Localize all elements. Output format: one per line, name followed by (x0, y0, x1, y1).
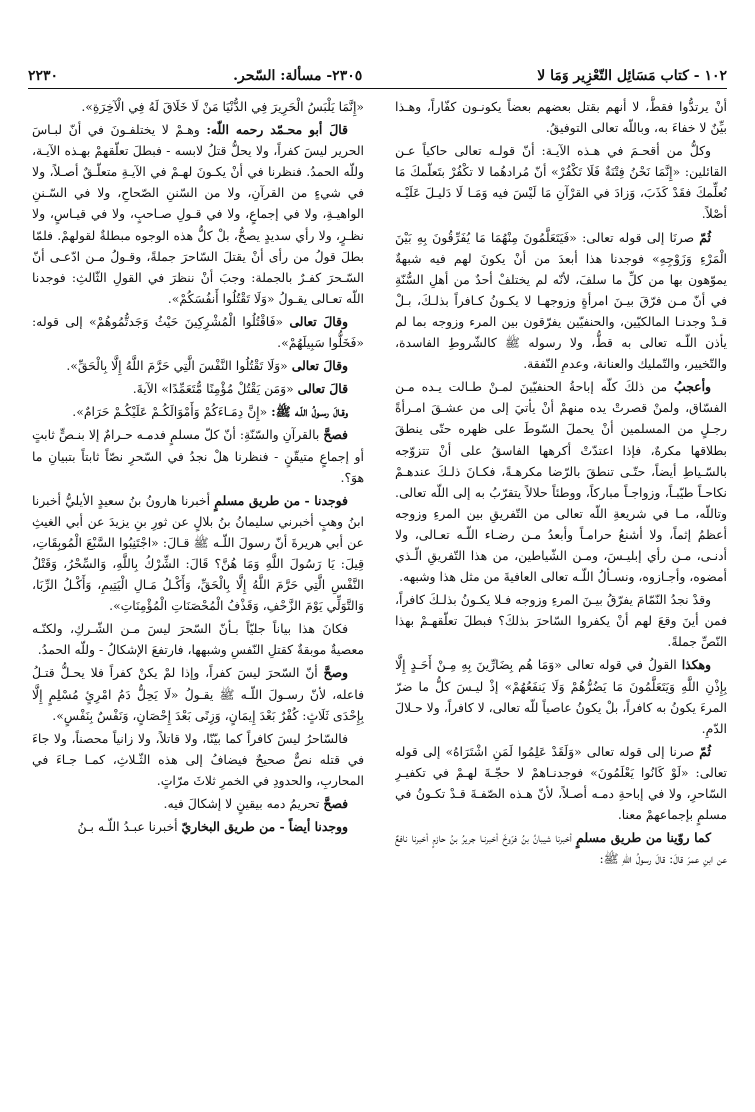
paragraph-lead-bold: وقـالَ رسـولُ اللّـه ﷺ: (271, 404, 348, 420)
paragraph (395, 827, 727, 869)
paragraph-lead-bold: وصحَّ (323, 665, 348, 681)
paragraph (32, 401, 364, 422)
paragraph-text: أخبرنا هارونُ بنُ سعيدٍ الأيليُّ أخبرنا ابنُ وهبٍ أخبرني سليمانُ بنُ بلالٍ عن ثورِ بنِ يزيدَ عن أبي الغيثِ عن أبي هريرةَ أنّ رسولَ اللّـه ﷺ قـالَ: «اجْتَنِبُوا السَّبْعَ الْمُوبِقَاتِ، قِيلَ: يَا رَسُولَ اللَّهِ وَمَا هُنَّ؟ قَالَ: الشِّرْكُ بِاللَّهِ، وَالسِّحْرُ، وَقَتْلُ النَّفْسِ الَّتِي حَرَّمَ اللَّهُ إِلَّا بِالْحَقِّ، وَأَكْـلُ مَـالِ الْيَتِيمِ، وَأَكْـلُ الرِّبَا، وَالتَّوَلِّي يَوْمَ الزَّحْفِ، وَقَذْفُ الْمُحْصَنَاتِ الْمُؤْمِنَاتِ». (32, 492, 364, 614)
paragraph (395, 376, 727, 587)
paragraph (32, 793, 364, 814)
paragraph-text: صرنا إلى قوله تعالى «وَلَقَدْ عَلِمُوا لَمَنِ اشْتَرَاهُ» إلى قوله تعالى: «لَوْ كَانُوا يَعْلَمُونَ» فوجدنـاهمْ لا حجّـةَ لهـمْ في تكفيـرِ السّاحرِ، ولا في إباحةِ دمـه أصـلاً، لأنّ هـذه الصّفـةَ قـدْ تكـونُ في مسلمٍ بإجماعهمْ معنا. (395, 743, 727, 823)
running-head-issue: ٢٣٠٥- مسألة: السّحر. (233, 68, 363, 84)
paragraph (395, 227, 727, 375)
paragraph-text: صرنَا إلى قوله تعالى: «فَيَتَعَلَّمُونَ مِنْهُمَا مَا يُفَرِّقُونَ بِهِ بَيْنَ الْمَرْءِ وَزَوْجِهِ» فوجدنا هذا أبعدَ من أنْ يكونَ لهم فيه شبهةٌ يموّهون بها من كلِّ ما سلفَ، لأنّه لم يختلفْ أحدٌ من أهلِ السُّنّةِ في أنّ مـن فرّقَ بيـنَ امرأةٍ وزوجهـا لا يكـونُ كـافراً بذلـكَ، بـلْ قـدْ وجدنـا المالكيّين، والحنفيّين يفرّقون بين المرء وزوجه بما لم يأذن اللّـه تعالى به قطُّ، ولا رسوله ﷺ كالشّروطِ الفاسدة، والتّخيير، والتّمليك والعنانة، وعدمِ النّفقة. (395, 229, 727, 372)
paragraph-text: أنْ يرتدُّوا فقطُّ، لا أنهم بقتل بعضهم بعضاً يكونـون كفّاراً، وهـذا بيِّنٌ لا خفاءَ به، وباللّه تعالى التوفيقُ. (395, 99, 727, 136)
paragraph-text: أنّ السّحرَ ليسَ كفراً، وإذا لمْ يكنْ كفراً فلا يحـلُّ قتـلُ فاعله، لأنّ رسـولَ اللّـه ﷺ يقـولُ «لَا يَحِلُّ دَمُ امْرِئٍ مُسْلِمٍ إِلَّا بِإِحْدَى ثَلَاثٍ: كُفْرٌ بَعْدَ إِيمَانٍ، وَزِنًى بَعْدَ إِحْصَانٍ، وَنَفْسٌ بِنَفْسٍ». (32, 665, 364, 723)
paragraph (395, 741, 727, 825)
paragraph-lead-bold: وهكذا (681, 657, 711, 673)
paragraph-text: تحريمُ دمه بيقينٍ لا إشكالَ فيه. (163, 796, 320, 811)
running-head-book-title: ١٠٢ - كتاب مَسَائِل التّعْزِير وَمَا لا (537, 68, 727, 84)
paragraph-lead-bold: فوجدنا - من طريق مسلمٍ (214, 492, 348, 508)
paragraph-lead-bold: ووجدنا أيضاً - من طريق البخاريّ (181, 819, 348, 835)
left-text-column (32, 96, 364, 1072)
running-header (28, 60, 727, 84)
paragraph-lead-bold: فصحَّ (323, 796, 348, 811)
paragraph-lead-bold: وقالَ تعالى (291, 358, 348, 374)
paragraph-text: وكلُّ من أقحـمَ في هـذه الآيـة: أنّ قولـه تعالى حاكياً عـن القائلين: «إِنَّمَا نَحْنُ فِتْنَةٌ فَلَا تَكْفُرْ» أنّ مُرادهُما لا تكْفُرْ بتَعلّمكَ مَا نُعلِّمكَ فقَدْ كَذَبَ، وَزادَ في القرْآنِ مَا لَيْسَ فيه وَمَـا لَا دَليـلَ عَلَيْـه أصْلاً. (395, 143, 727, 222)
paragraph-text: من ذلكَ كلّه إباحةُ الحنفيّينَ لمـنْ طـالت يـده مـن الفسّاق، ولمنْ قصرتْ يده منهمْ أنْ يأتيَ إلى من عشـقَ امـرأةً رجـلٍ من المسلمين أنْ يحملَ السّوطَ على ظهره حتّى ينطقَ بطلاقها مكرهٌ، فإذا اعتدّتْ أكرهها الفاسقُ على أنْ تتزوّجه بالسّـياطِ أيضاً، حتّـى تنطقَ بالرّضا مكرهـةً، فكـانَ ذلـكَ عندهـمْ نكاحـاً طيّبـاً، وزواجـاً مباركاً، ووطئاً حلالاً يتقرّبُ به إلى اللّه تعالى. وتاللّه، مـا في شريعةِ اللّه تعالى من التّفريقِ بين المرءِ وزوجه أعظمُ إثماً، ولا أشنعُ حرامـاً وأبعدُ مـن رضـاء اللّـه تعـالى، ولا أدنـى، مـن رأي إبليـسَ، ومـن الشّياطين، من هذا التّفريقِ الّـذي أمضوه، وأجـازوه، ونسـألُ اللّـه تعالى العافيةَ من مثل هذا وشبهه. (395, 379, 727, 585)
paragraph-text: فكانَ هذا بياناً جليّاً بـأنّ السّحرَ ليسَ مـن الشّـركِ، ولكنّـه معصيةٌ موبقةٌ كقتلِ النّفسِ وشبهها، فارتفعَ الإشكالُ - وللّه الحمدُ. (32, 621, 364, 658)
right-text-column (395, 96, 727, 1072)
paragraph (395, 654, 727, 738)
paragraph-text: «وَمَن يَقْتُلْ مُؤْمِنًا مُّتَعَمِّدًا» الآيةَ. (132, 381, 294, 397)
header-rule (28, 88, 727, 89)
paragraph-text: أخبرنا شيبانُ بنُ فرّوخَ أخبرنـا جريرُ بنُ حازمٍ أخبرنا نافعٌ عن ابنِ عمرَ قالَ: قالَ رسولُ اللّهِ ﷺ: (395, 830, 727, 867)
paragraph (32, 424, 364, 487)
paragraph (32, 96, 364, 117)
paragraph-text: أخبرنا عبـدُ اللّـه بـنُ (77, 819, 178, 835)
paragraph-lead-bold: ثُمّ (699, 743, 711, 759)
paragraph-lead-bold: فصحَّ (323, 427, 348, 443)
paragraph (395, 96, 727, 138)
paragraph-lead-bold: وقالَ تعالى (289, 313, 348, 329)
paragraph-lead-bold: ثُمّ (699, 229, 711, 245)
paragraph-text: «وَلَا تَقْتُلُوا النَّفْسَ الَّتِي حَرَّمَ اللَّهُ إِلَّا بِالْحَقِّ». (66, 358, 288, 374)
paragraph (395, 140, 727, 224)
paragraph (395, 589, 727, 652)
paragraph-text: القولُ في قوله تعالى «وَمَا هُم بِضَارِّينَ بِهِ مِـنْ أَحَـدٍ إِلَّا بِإِذْنِ اللَّهِ وَيَتَعَلَّمُونَ مَا يَضُرُّهُمْ وَلَا يَنفَعُهُمْ» إذْ ليـسَ كلُّ ما ضرّ المرءَ يكونُ به كافراً، بلْ يكونُ عاصياً للّه تعالى، لا كافراً، ولا حـلالَ الدّمِ. (395, 657, 727, 736)
page-number: ٢٢٣٠ (28, 68, 59, 84)
paragraph-text: «إِنَّ دِمَـاءَكُمْ وَأَمْوَالَكُـمْ عَلَيْكُـمْ حَرَامٌ». (72, 404, 268, 420)
paragraph (32, 378, 364, 399)
paragraph (32, 662, 364, 725)
paragraph (32, 311, 364, 353)
paragraph-lead-bold: وأعجبُ (674, 379, 711, 395)
paragraph-lead-bold: كما روّينا من طريق مسلمٍ (576, 830, 711, 846)
paragraph-text: وهـمْ لا يختلفـونَ في أنّ لبـاسَ الحرير ليسَ كفراً، ولا يحلُّ قتلُ لابسه - فبطلَ تعلّقهمْ بهـذه الآيـة، وللّه الحمدُ. فنظرنا في أنْ يكـونَ لهـمْ في الآيـةِ متعلّـقٌ أصـلاً، ولا في شيءٍ من القرآنِ، ولا من السّننِ الصّحاحِ، ولا في السّـننِ الواهيـةِ، ولا في إجماعٍ، ولا في قـولِ صـاحبٍ، ولا في قيـاسٍ، ولا نظـرٍ، ولا رأي سديدٍ يصحُّ، بلْ كلُّ هذه الوجوه مبطلةٌ لقولهمْ. فلمّا بطلَ قولُ من رأى أنْ يقتلَ السّاحرَ جملةً، وقـولُ مـن ادّعـى أنّ السّـحرَ كفـرٌ بالجملة: وجبَ أنْ ننظرَ في القولِ الثّالثِ: فوجدنا اللّه تعـالى يقـولُ «وَلَا تَقْتُلُوا أَنفُسَكُمْ». (32, 122, 364, 306)
paragraph-lead-bold: قالَ أبو محـمّد رحمه اللّه: (206, 122, 348, 138)
paragraph (32, 816, 364, 837)
paragraph (32, 355, 364, 376)
paragraph (32, 490, 364, 617)
paragraph-text: فالسّاحرُ ليسَ كافراً كما بيّنّا، ولا قاتلاً، ولا زانياً محصناً، ولا جاءَ في قتله نصٌّ صحيحٌ فيضافُ إلى هذه الثّـلاثِ، كمـا جـاءَ في المحاربِ، والحدودِ في الخمرِ ثلاثَ مرّاتٍ. (32, 730, 364, 788)
paragraph-text: «إِنَّمَا يَلْبَسُ الْحَرِيرَ فِي الدُّنْيَا مَنْ لَا خَلَاقَ لَهُ فِي الْآخِرَةِ». (81, 99, 364, 114)
paragraph (32, 728, 364, 791)
paragraph-text: «فَاقْتُلُوا الْمُشْرِكِينَ حَيْثُ وَجَدتُّمُوهُمْ» إلى قوله: «فَخَلُّوا سَبِيلَهُمْ». (32, 313, 364, 351)
paragraph-text: بالقرآنِ والسّنّةِ: أنّ كلّ مسلمٍ فدمـه حـرامٌ إلا بنـصٍّ ثابتٍ أو إجماعٍ متيقّنٍ - فنظرنا هلْ نجدُ في السّحرِ نصّاً ثابتاً بتبيانِ ما هوَ؟. (32, 427, 364, 485)
paragraph-lead-bold: قالَ تعالى (297, 381, 348, 397)
paragraph (32, 119, 364, 309)
paragraph (32, 618, 364, 660)
paragraph-text: وقدْ نجدُ النّمّامَ يفرّقُ بيـنَ المرءِ وزوجه فـلا يكـونُ بذلـكَ كافراً، فمن أينَ وقعَ لهم أنْ يكفروا السّاحرَ بذلكَ؟ فبطلَ تعلّقهـمْ بهذا النّصِّ جملةً. (395, 592, 727, 650)
